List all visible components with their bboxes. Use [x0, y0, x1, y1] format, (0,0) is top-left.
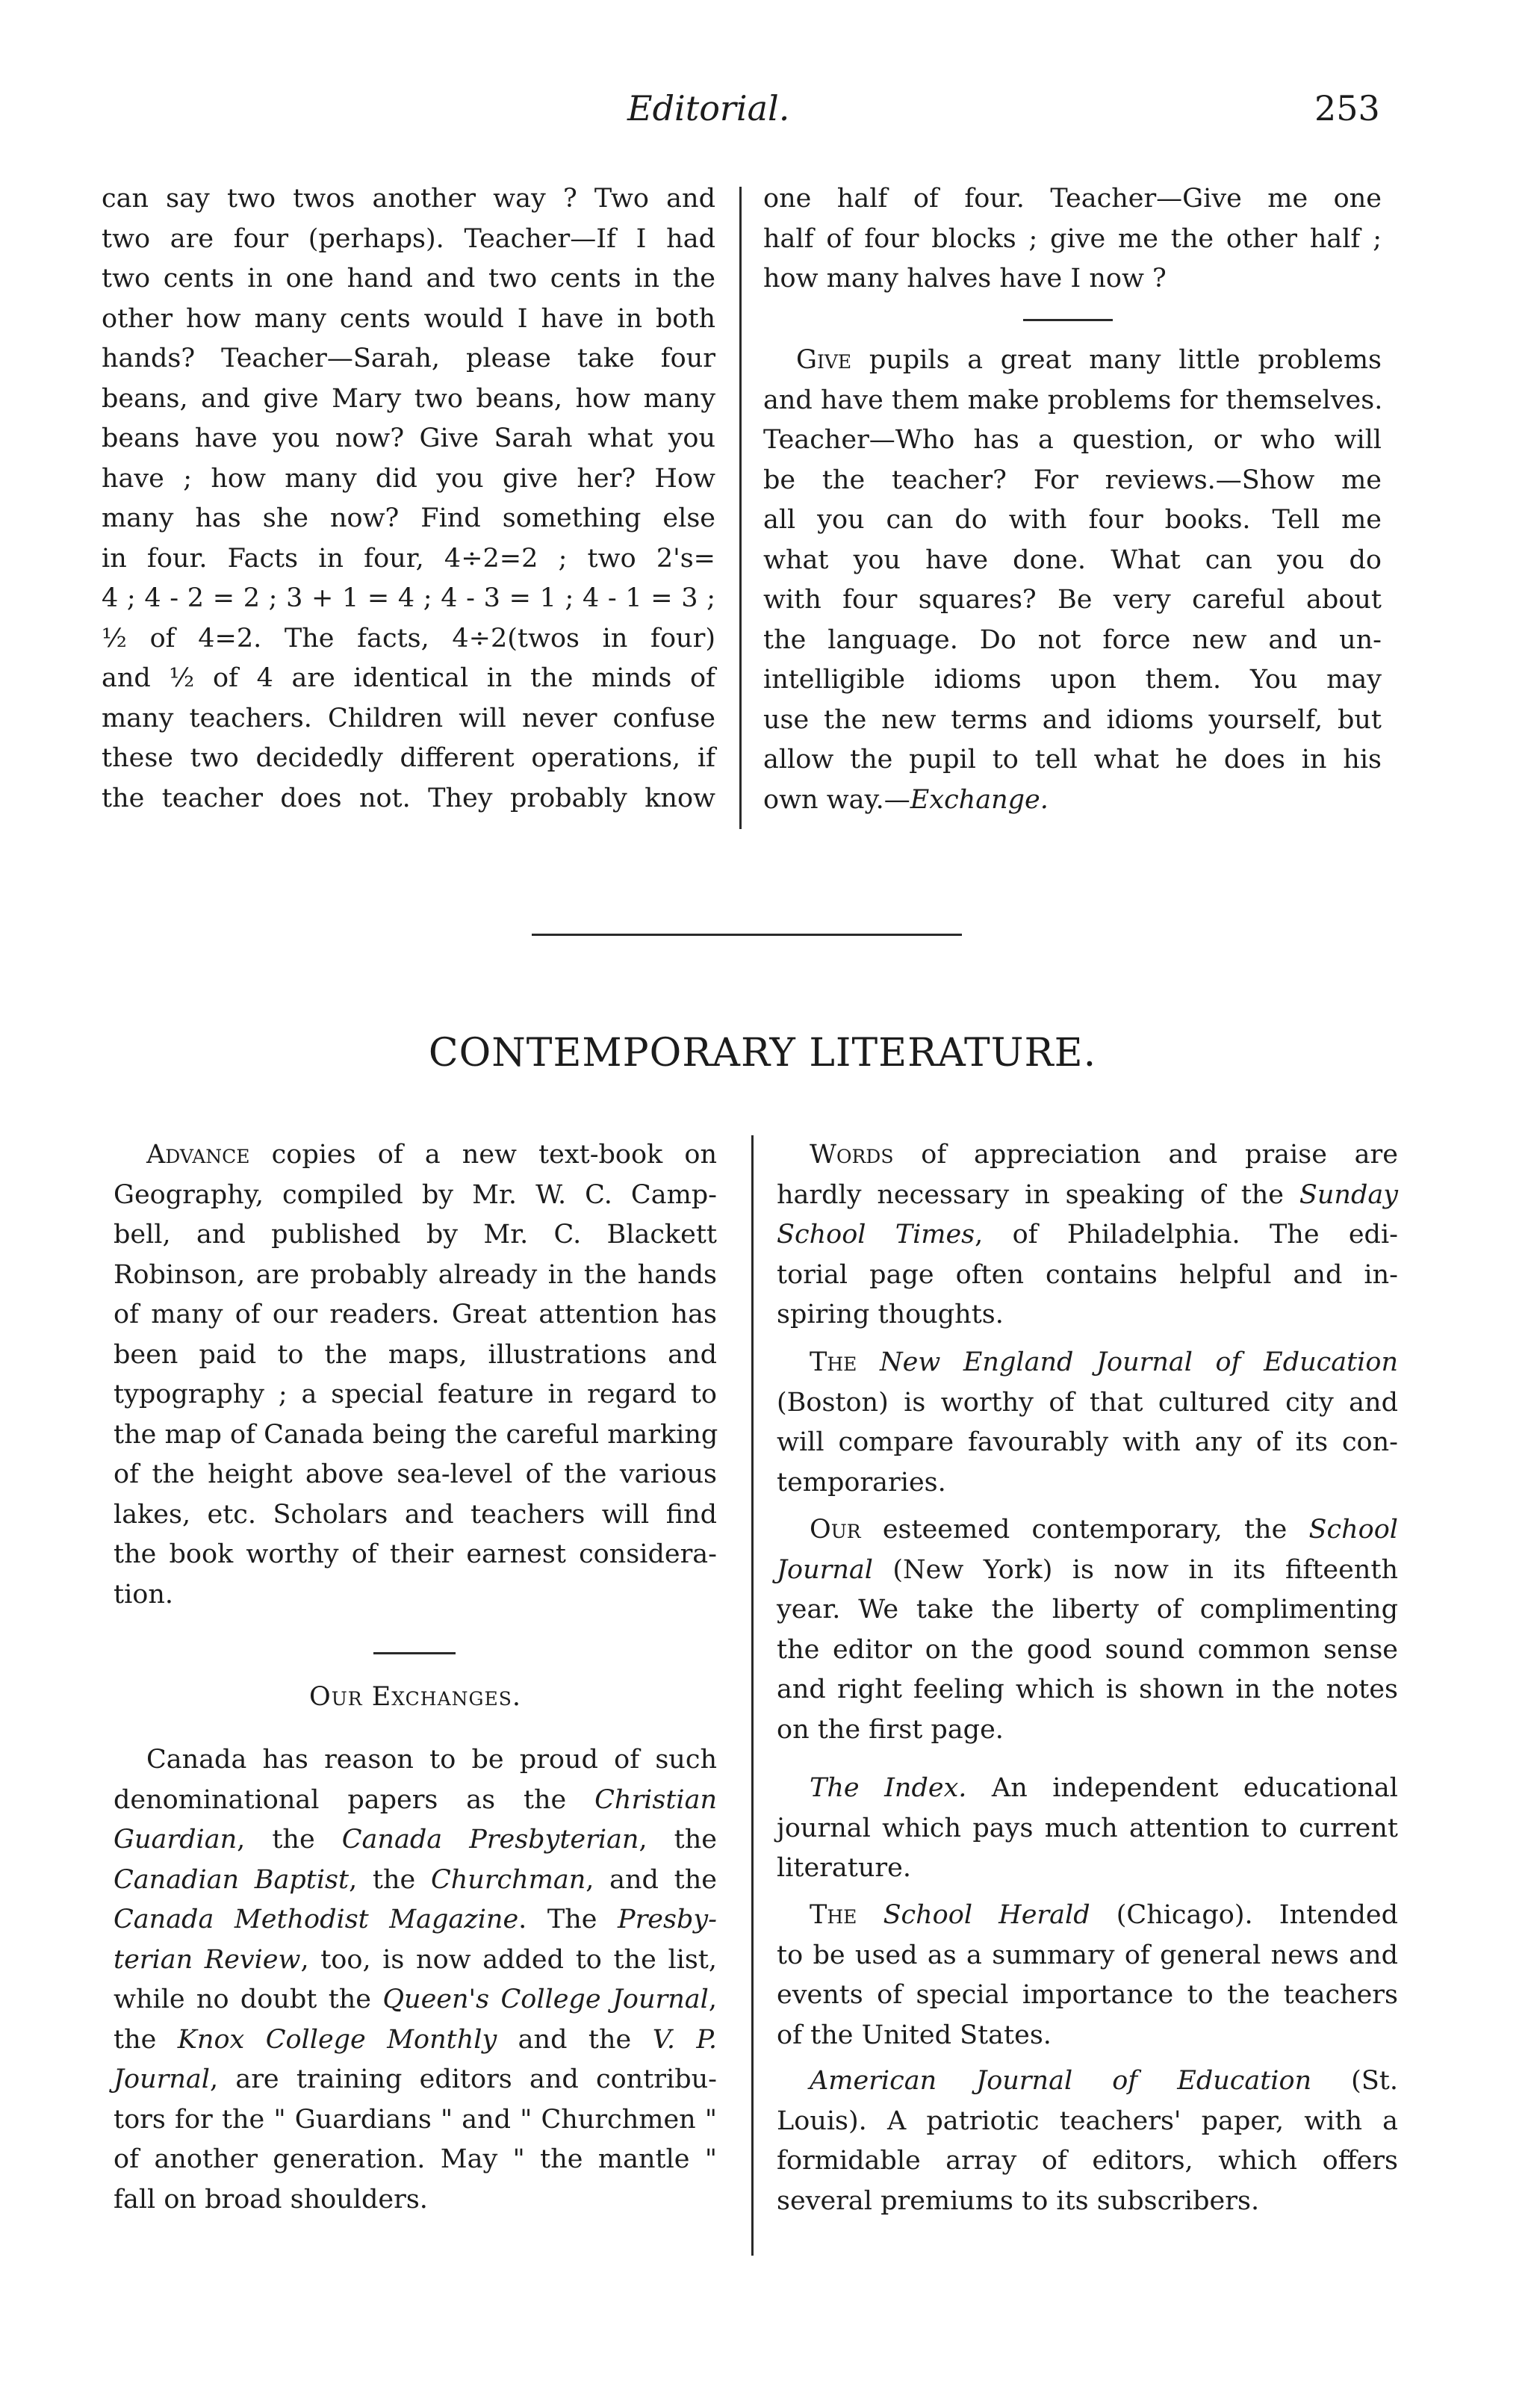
text-span: , of Philadelphia. The edi-: [975, 1220, 1398, 1250]
publication-title: Knox College Monthly: [177, 2024, 497, 2055]
lead-word: Advance: [146, 1140, 250, 1170]
publication-title: Canada Presbyterian: [341, 1825, 639, 1855]
publication-title: Presby-: [618, 1905, 717, 1934]
text-line: be the teacher? For reviews.—Show me: [763, 465, 1382, 495]
text-line: [114, 1940, 717, 1981]
text-span: hardly necessary in speaking of the: [777, 1179, 1299, 1210]
running-head: Editorial.: [627, 88, 790, 128]
advance-copies-paragraph: [114, 1135, 717, 1615]
short-rule: [1023, 319, 1113, 321]
text-line: of another generation. May " the mantle ": [114, 2144, 717, 2174]
text-line: how many halves have I now ?: [763, 264, 1167, 294]
text-line: ½ of 4=2. The facts, 4÷2(twos in four): [102, 623, 715, 654]
text-line: other how many cents would I have in both: [102, 303, 715, 334]
text-span: (New York) is now in its fifteenth: [872, 1554, 1398, 1585]
text-line: [114, 2020, 717, 2061]
text-line: [777, 2061, 1398, 2102]
text-span: (St.: [1311, 2066, 1399, 2096]
text-span: esteemed contemporary, the: [882, 1515, 1309, 1545]
text-line: these two decidedly different operations, if: [102, 743, 715, 773]
text-line: lakes, etc. Scholars and teachers will find: [114, 1499, 717, 1530]
publication-title: Canada Methodist Magazine: [114, 1905, 519, 1934]
publication-title: Canadian Baptist: [114, 1864, 350, 1895]
publication-title: School: [1308, 1515, 1398, 1545]
text-line: the editor on the good sound common sense: [777, 1634, 1398, 1665]
editorial-continued-right: [763, 179, 1382, 300]
text-line: journal which pays much attention to current: [777, 1813, 1398, 1843]
publication-title: Guardian: [114, 1825, 237, 1855]
text-span: ,: [708, 1985, 717, 2014]
text-line: formidable array of editors, which offers: [777, 2146, 1398, 2176]
short-rule: [373, 1652, 456, 1654]
text-line: allow the pupil to tell what he does in his: [763, 745, 1382, 775]
text-line: year. We take the liberty of complimenting: [777, 1595, 1398, 1625]
section-rule: [532, 934, 962, 936]
school-herald-paragraph: [777, 1896, 1398, 2055]
text-span: , the: [639, 1825, 717, 1855]
our-exchanges-paragraph: [114, 1740, 717, 2220]
section-title: CONTEMPORARY LITERATURE.: [428, 1031, 1097, 1076]
source-credit: Exchange.: [910, 784, 1049, 815]
text-line: [114, 1781, 717, 1821]
text-line: tors for the " Guardians " and " Churchmen ": [114, 2104, 717, 2135]
page-number: 253: [1314, 88, 1380, 128]
text-line: fall on broad shoulders.: [114, 2184, 428, 2215]
text-line: hands? Teacher—Sarah, please take four: [102, 344, 715, 373]
text-line: [777, 1135, 1398, 1176]
text-line: temporaries.: [777, 1467, 946, 1498]
text-span: . The: [518, 1905, 618, 1934]
text-line: of the United States.: [777, 2020, 1052, 2050]
text-line: can say two twos another way ? Two and: [102, 184, 715, 214]
text-line: [114, 1135, 717, 1176]
text-line: Louis). A patriotic teachers' paper, with a: [777, 2106, 1398, 2136]
subheading: Our Exchanges.: [309, 1682, 521, 1712]
publication-title: Journal: [777, 1554, 873, 1585]
text-line: [763, 781, 1382, 821]
text-line: (Boston) is worthy of that cultured city and: [777, 1387, 1398, 1418]
text-line: literature.: [777, 1853, 911, 1883]
text-line: two are four (perhaps). Teacher—If I had: [102, 223, 715, 254]
column-divider: [751, 1135, 754, 2256]
publication-title: V. P.: [652, 2024, 717, 2055]
text-line: [777, 1176, 1398, 1216]
text-span: own way.—: [763, 784, 910, 815]
text-span: , the: [237, 1825, 342, 1855]
publication-title: Queen's College Journal: [382, 1985, 709, 2014]
text-span: , the: [349, 1864, 431, 1895]
text-line: the teacher does not. They probably know: [102, 783, 715, 813]
text-line: to be used as a summary of general news and: [777, 1940, 1398, 1970]
lead-word: The: [810, 1347, 857, 1377]
text-line: Teacher—Who has a question, or who will: [763, 425, 1382, 455]
text-line: [114, 1861, 717, 1901]
text-line: the book worthy of their earnest considera-: [114, 1539, 717, 1569]
text-span: (Chicago). Intended: [1090, 1900, 1399, 1930]
text-span: , are training editors and contribu-: [209, 2064, 717, 2094]
text-line: [777, 1896, 1398, 1936]
text-line: many teachers. Children will never confuse: [102, 703, 715, 733]
text-span: while no doubt the: [114, 1985, 383, 2014]
text-line: 4 ; 4 - 2 = 2 ; 3 + 1 = 4 ; 4 - 3 = 1 ; 4 - 1 = 3 ;: [102, 583, 715, 613]
publication-title: Journal: [114, 2064, 210, 2094]
text-line: [777, 1510, 1398, 1551]
words-paragraph: [777, 1135, 1398, 1335]
text-line: [114, 2060, 717, 2100]
publication-title: terian Review: [114, 1944, 301, 1975]
our-exchanges-section: [114, 1678, 717, 1718]
text-line: half of four blocks ; give me the other half ;: [763, 223, 1382, 254]
text-span: copies of a new text-book on: [271, 1140, 717, 1170]
publication-title: Sunday: [1299, 1179, 1398, 1210]
american-journal-paragraph: [777, 2061, 1398, 2221]
text-line: typography ; a special feature in regard to: [114, 1380, 717, 1409]
publication-title: Churchman: [430, 1864, 586, 1895]
text-span: and the: [497, 2024, 653, 2055]
text-line: several premiums to its subscribers.: [777, 2185, 1260, 2216]
text-line: in four. Facts in four, 4÷2=2 ; two 2's=: [102, 543, 715, 574]
text-span: denominational papers as the: [114, 1784, 595, 1815]
text-line: the language. Do not force new and un-: [763, 624, 1382, 655]
give-pupils-paragraph: [763, 341, 1382, 820]
text-line: Canada has reason to be proud of such: [146, 1745, 717, 1775]
text-span: An independent educational: [966, 1773, 1398, 1803]
text-line: one half of four. Teacher—Give me one: [763, 184, 1382, 214]
text-line: two cents in one hand and two cents in the: [102, 264, 715, 294]
publication-title: New England Journal of Education: [880, 1347, 1398, 1377]
lead-word: Give: [796, 345, 852, 375]
editorial-continued-left: [102, 179, 715, 819]
text-line: Geography, compiled by Mr. W. C. Camp-: [114, 1179, 717, 1210]
text-line: many has she now? Find something else: [102, 503, 715, 533]
column-divider: [739, 187, 742, 829]
text-line: and have them make problems for themselves.: [763, 385, 1383, 415]
text-line: [777, 1215, 1398, 1256]
text-span: the: [114, 2024, 178, 2055]
text-line: beans have you now? Give Sarah what you: [102, 423, 715, 453]
lead-word: Words: [810, 1140, 894, 1170]
new-england-paragraph: [777, 1343, 1398, 1503]
text-line: will compare favourably with any of its con-: [777, 1427, 1398, 1457]
publication-title: American Journal of Education: [810, 2066, 1312, 2096]
text-line: [114, 1820, 717, 1861]
publication-title: The Index.: [810, 1773, 967, 1803]
publication-title: School Times: [777, 1220, 975, 1250]
text-line: with four squares? Be very careful about: [763, 585, 1382, 615]
text-line: intelligible idioms upon them. You may: [763, 665, 1382, 695]
lead-word: The: [810, 1900, 857, 1930]
text-line: [763, 341, 1382, 381]
text-line: of the height above sea-level of the various: [114, 1459, 717, 1489]
text-span: , too, is now added to the list,: [300, 1944, 717, 1975]
text-line: beans, and give Mary two beans, how many: [102, 383, 715, 414]
text-line: Robinson, are probably already in the hands: [114, 1259, 717, 1290]
text-line: and ½ of 4 are identical in the minds of: [102, 663, 715, 693]
text-span: pupils a great many little problems: [869, 345, 1382, 375]
text-line: been paid to the maps, illustrations and: [114, 1339, 717, 1370]
publication-title: School Herald: [883, 1900, 1090, 1930]
text-line: have ; how many did you give her? How: [102, 463, 715, 494]
text-line: spiring thoughts.: [777, 1300, 1004, 1329]
text-line: what you have done. What can you do: [763, 544, 1382, 575]
text-line: the map of Canada being the careful marking: [114, 1419, 718, 1450]
text-line: torial page often contains helpful and in-: [777, 1259, 1398, 1290]
text-line: events of special importance to the teachers: [777, 1980, 1398, 2010]
text-line: [114, 1900, 717, 1940]
publication-title: Christian: [594, 1784, 717, 1815]
text-line: on the first page.: [777, 1714, 1004, 1745]
text-line: [777, 1551, 1398, 1591]
text-line: [777, 1343, 1398, 1383]
text-line: tion.: [114, 1579, 173, 1610]
text-line: and right feeling which is shown in the notes: [777, 1675, 1398, 1704]
text-line: [114, 1980, 717, 2020]
text-span: of appreciation and praise are: [921, 1140, 1398, 1170]
text-span: , and the: [586, 1864, 717, 1895]
text-line: use the new terms and idioms yourself, but: [763, 704, 1382, 735]
lead-word: Our: [810, 1515, 861, 1545]
text-line: all you can do with four books. Tell me: [763, 505, 1382, 535]
text-line: [777, 1769, 1398, 1809]
text-line: of many of our readers. Great attention has: [114, 1300, 717, 1329]
index-paragraph: [777, 1769, 1398, 1889]
text-line: bell, and published by Mr. C. Blackett: [114, 1220, 717, 1250]
school-journal-paragraph: [777, 1510, 1398, 1750]
